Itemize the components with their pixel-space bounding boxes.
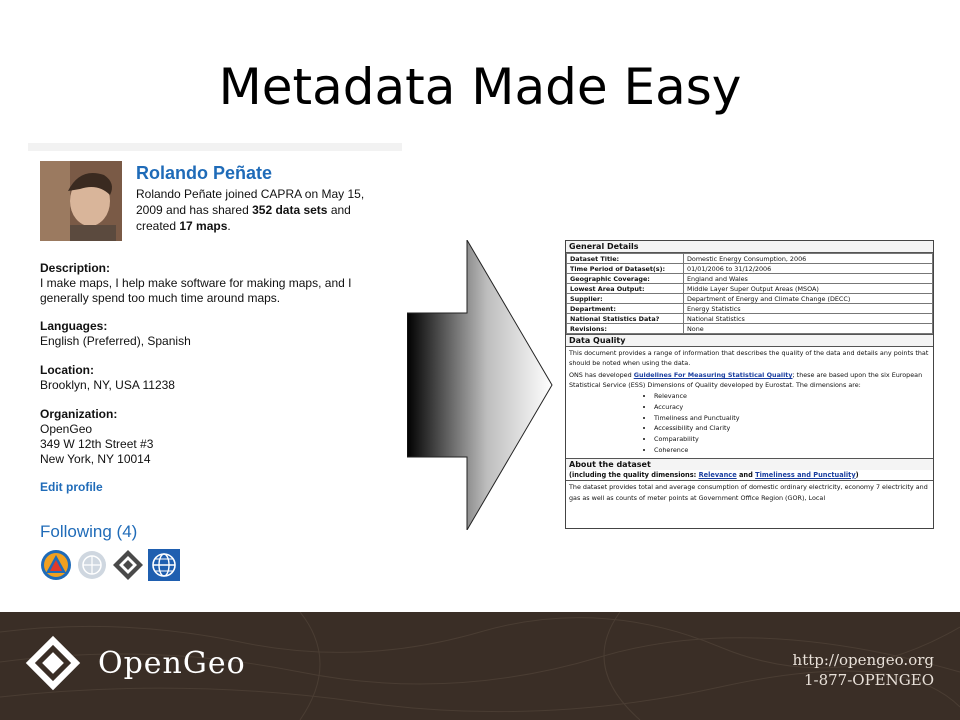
details-key: Department: [567, 304, 684, 314]
data-quality-section [566, 347, 933, 458]
org-name: OpenGeo [40, 422, 93, 436]
languages-section [40, 319, 390, 349]
avatar [40, 161, 122, 241]
footer-contact [793, 650, 934, 690]
following-heading[interactable]: Following (4) [40, 522, 138, 541]
maps-count: 17 maps [179, 219, 228, 233]
about-dataset-section [566, 458, 933, 505]
metadata-document [565, 240, 934, 529]
panel-top-band [28, 143, 402, 151]
opengeo-diamond-icon[interactable] [112, 549, 144, 581]
org-address-line2: New York, NY 10014 [40, 452, 151, 466]
intro-text-end: . [227, 219, 231, 233]
details-key: Revisions: [567, 324, 684, 334]
details-row [567, 324, 933, 334]
details-value: Department of Energy and Climate Change (DECC) [684, 294, 933, 304]
description-heading: Description: [40, 261, 111, 275]
details-row [567, 284, 933, 294]
details-key: Dataset Title: [567, 254, 684, 264]
footer-phone: 1-877-OPENGEO [803, 671, 934, 689]
details-value: National Statistics [684, 314, 933, 324]
details-row [567, 254, 933, 264]
details-value: 01/01/2006 to 31/12/2006 [684, 264, 933, 274]
general-details-table [566, 253, 933, 334]
dimension-item: • Relevance [654, 391, 933, 402]
details-key: Time Period of Dataset(s): [567, 264, 684, 274]
about-and: and [736, 470, 756, 479]
about-sub-pre: (including the quality dimensions: [569, 470, 699, 479]
about-dataset-subheading [566, 470, 933, 481]
profile-name[interactable]: Rolando Peñate [136, 163, 273, 183]
details-row [567, 264, 933, 274]
data-quality-guidelines [566, 369, 933, 391]
languages-text: English (Preferred), Spanish [40, 334, 191, 348]
details-row [567, 304, 933, 314]
about-dataset-text: The dataset provides total and average consumption of domestic ordinary electricity, economy 7 electricity and gas as well as counts of meter points at Government Office Region (GOR), Local [569, 482, 928, 502]
guidelines-link[interactable]: Guidelines For Measuring Statistical Quality [633, 371, 793, 379]
profile-intro [136, 186, 386, 234]
general-details-heading: General Details [566, 241, 933, 253]
user-profile-panel [28, 143, 402, 583]
details-value: England and Wales [684, 274, 933, 284]
quality-dimensions-list [566, 391, 933, 458]
guidelines-pre: ONS has developed [569, 371, 634, 379]
slide-title: Metadata Made Easy [218, 58, 742, 116]
organization-section [40, 407, 390, 467]
edit-profile-link[interactable]: Edit profile [40, 480, 103, 494]
details-row [567, 274, 933, 284]
details-value: Middle Layer Super Output Areas (MSOA) [684, 284, 933, 294]
details-key: Geographic Coverage: [567, 274, 684, 284]
location-heading: Location: [40, 363, 94, 377]
data-quality-heading: Data Quality [566, 334, 933, 347]
details-key: National Statistics Data? [567, 314, 684, 324]
data-quality-text: This document provides a range of information that describes the quality of the data and details any points that should be noted when using the data. [569, 349, 929, 367]
dimension-item: • Coherence [654, 445, 933, 456]
details-row [567, 314, 933, 324]
dimension-item: • Accuracy [654, 402, 933, 413]
opengeo-logo-icon [24, 634, 82, 692]
location-section [40, 363, 390, 393]
footer-url[interactable]: http://opengeo.org [792, 651, 934, 669]
dimension-item: • Comparability [654, 434, 933, 445]
details-key: Lowest Area Output: [567, 284, 684, 294]
location-text: Brooklyn, NY, USA 11238 [40, 378, 175, 392]
intro-text: Rolando Peñate joined CAPRA on May 15, 2009 and has shared [136, 187, 365, 217]
about-sub-post: ) [855, 470, 859, 479]
organization-heading: Organization: [40, 407, 118, 421]
data-sets-count: 352 data sets [252, 203, 328, 217]
following-icons [40, 549, 180, 581]
details-value: Domestic Energy Consumption, 2006 [684, 254, 933, 264]
details-row [567, 294, 933, 304]
dimension-item: • Timeliness and Punctuality [654, 413, 933, 424]
relevance-link[interactable]: Relevance [698, 470, 737, 479]
about-dataset-heading: About the dataset [566, 458, 933, 470]
world-bank-globe-icon[interactable] [148, 549, 180, 581]
dimension-item: • Accessibility and Clarity [654, 423, 933, 434]
timeliness-link[interactable]: Timeliness and Punctuality [755, 470, 856, 479]
org-address-line1: 349 W 12th Street #3 [40, 437, 154, 451]
un-globe-icon[interactable] [76, 549, 108, 581]
avatar-photo [40, 161, 122, 241]
description-section [40, 261, 390, 306]
details-key: Supplier: [567, 294, 684, 304]
details-value: None [684, 324, 933, 334]
intro-text-mid: and created [136, 203, 351, 233]
transform-arrow-icon [407, 240, 557, 530]
languages-heading: Languages: [40, 319, 108, 333]
footer-brand: OpenGeo [98, 646, 246, 681]
details-value: Energy Statistics [684, 304, 933, 314]
footer-bar [0, 612, 960, 720]
guidelines-post: ; these are based upon the six European Statistical Service (ESS) Dimensions of Quality developed by Eurostat. The dimensions are: [569, 371, 923, 389]
description-text: I make maps, I help make software for making maps, and I generally spend too much time around maps. [40, 276, 352, 305]
triangle-org-icon[interactable] [40, 549, 72, 581]
